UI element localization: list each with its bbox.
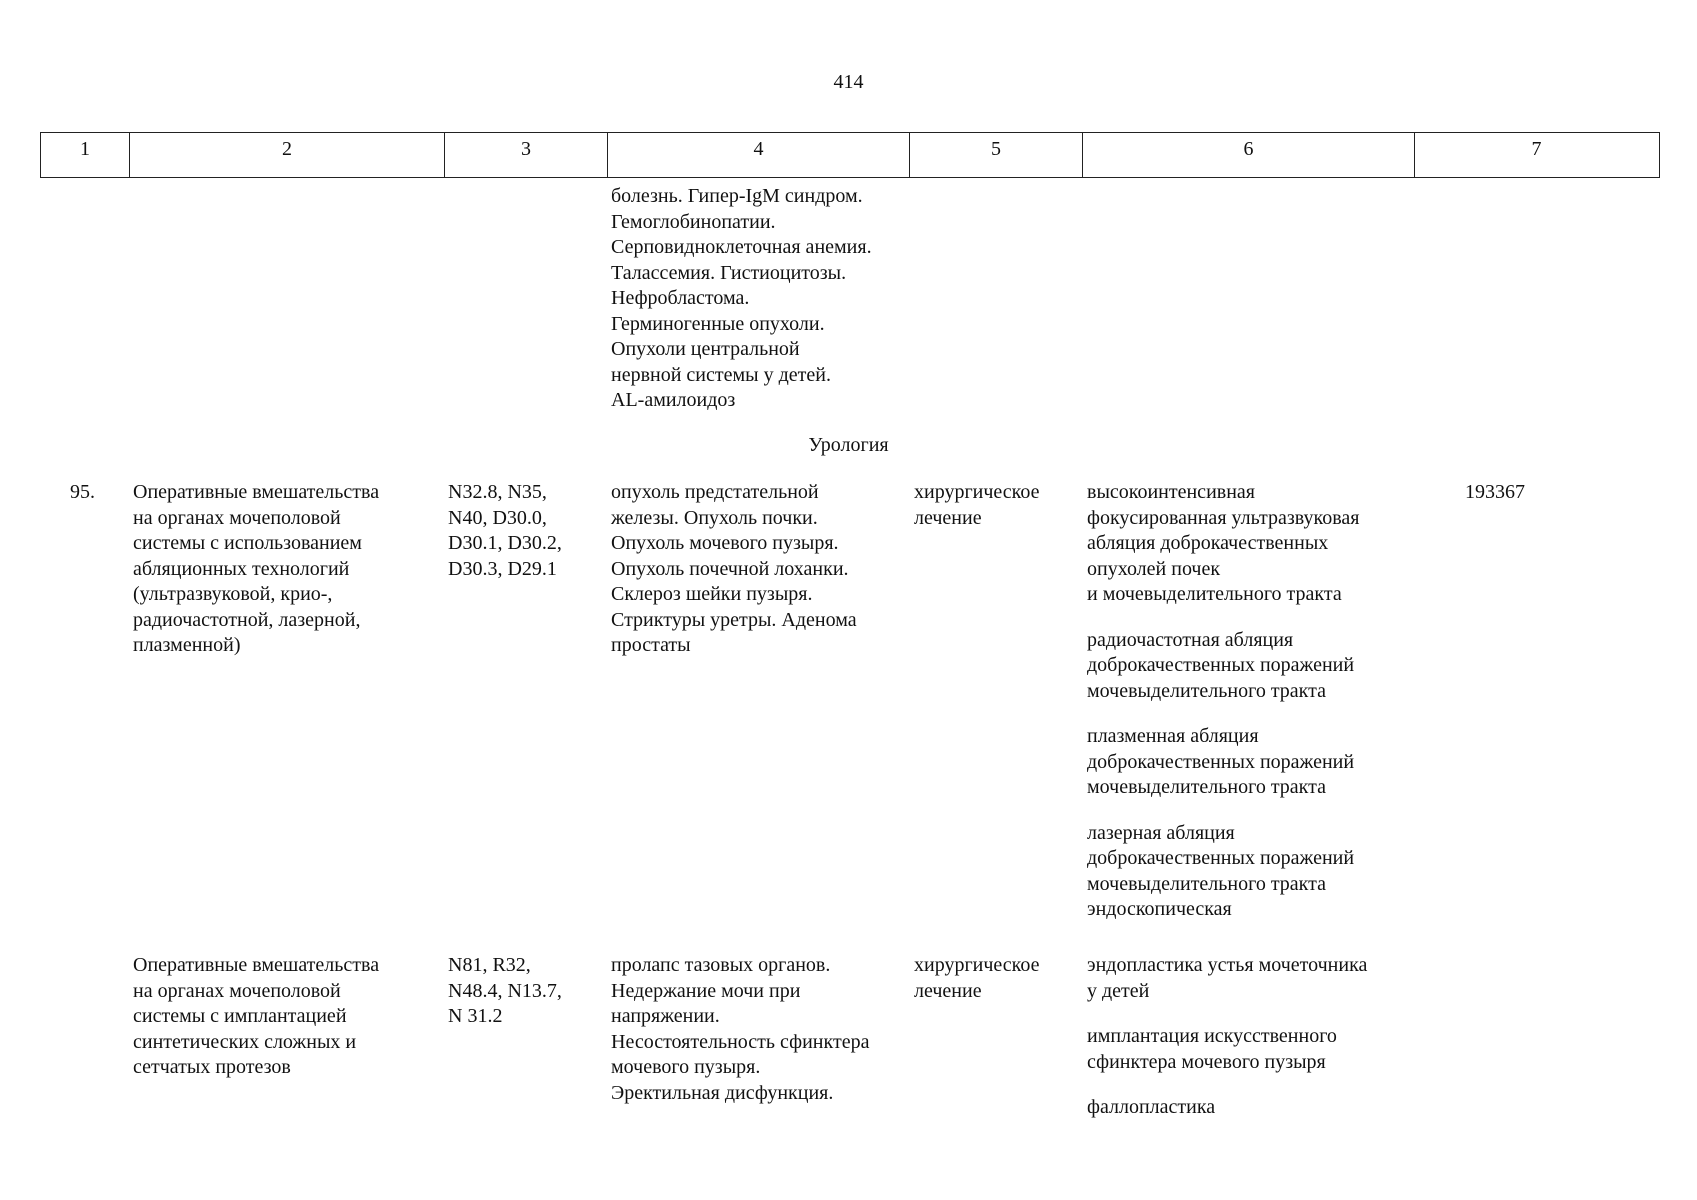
text-line: Нефробластома.	[611, 287, 750, 309]
text-line: абляционных технологий	[133, 557, 350, 580]
text-line: Герминогенные опухоли.	[611, 312, 825, 335]
continuation-diagnosis-cell	[611, 184, 872, 414]
text-line: сфинктера мочевого пузыря	[1087, 1050, 1326, 1073]
text-line: мочевыделительного тракта	[1087, 776, 1326, 798]
method-paragraph	[1087, 724, 1359, 801]
text-line: фаллопластика	[1087, 1096, 1216, 1118]
cost-cell: 193367	[1465, 481, 1525, 503]
text-line: лечение	[914, 506, 982, 529]
text-line: плазменной)	[133, 634, 241, 656]
text-line: Серповидноклеточная анемия.	[611, 236, 872, 258]
text-line: синтетических сложных и	[133, 1030, 357, 1053]
text-line: мочевыделительного тракта	[1087, 872, 1326, 895]
text-line: AL-амилоидоз	[611, 389, 736, 411]
method-paragraph	[1087, 628, 1359, 705]
text-line: мочевыделительного тракта	[1087, 679, 1326, 702]
text-line: D30.1, D30.2,	[448, 532, 562, 554]
text-line: мочевого пузыря.	[611, 1056, 761, 1078]
row-number: 95.	[70, 481, 95, 503]
text-line: N40, D30.0,	[448, 506, 547, 529]
treatment-methods-cell	[1087, 480, 1359, 923]
text-line: абляция доброкачественных	[1087, 532, 1329, 554]
text-line: хирургическое	[914, 481, 1040, 503]
text-line: N 31.2	[448, 1005, 503, 1027]
text-line: Стриктуры уретры. Аденома	[611, 608, 857, 631]
text-line: Оперативные вмешательства	[133, 954, 380, 976]
text-line: Склероз шейки пузыря.	[611, 583, 813, 605]
text-line: лечение	[914, 979, 982, 1002]
header-cell-4: 4	[607, 133, 909, 177]
text-line: D30.3, D29.1	[448, 557, 557, 580]
text-line: опухоль предстательной	[611, 481, 819, 503]
text-line: Опухоль мочевого пузыря.	[611, 532, 839, 554]
text-line: высокоинтенсивная	[1087, 481, 1255, 503]
text-line: системы с использованием	[133, 532, 362, 554]
text-line: доброкачественных поражений	[1087, 750, 1355, 773]
header-cell-5: 5	[909, 133, 1082, 177]
text-line: эндопластика устья мочеточника	[1087, 954, 1368, 976]
text-line: Эректильная дисфункция.	[611, 1081, 834, 1104]
text-line: Гемоглобинопатии.	[611, 210, 776, 233]
text-line: пролапс тазовых органов.	[611, 954, 831, 976]
text-line: Недержание мочи при	[611, 979, 801, 1002]
text-line: хирургическое	[914, 954, 1040, 976]
method-paragraph	[1087, 821, 1359, 923]
text-line: и мочевыделительного тракта	[1087, 583, 1342, 605]
patient-model-cell	[611, 953, 869, 1106]
text-line: плазменная абляция	[1087, 725, 1259, 747]
text-line: Несостоятельность сфинктера	[611, 1030, 870, 1053]
section-title: Урология	[808, 434, 889, 456]
header-cell-6: 6	[1082, 133, 1414, 177]
intervention-name-cell	[133, 953, 379, 1081]
text-line: опухолей почек	[1087, 557, 1221, 580]
text-line: доброкачественных поражений	[1087, 847, 1355, 869]
header-cell-2: 2	[129, 133, 444, 177]
text-line: Опухоли центральной	[611, 338, 800, 360]
header-cell-3: 3	[444, 133, 607, 177]
header-cell-1: 1	[80, 138, 90, 160]
text-line: на органах мочеполовой	[133, 506, 341, 529]
text-line: системы с имплантацией	[133, 1005, 347, 1027]
text-line: доброкачественных поражений	[1087, 654, 1355, 676]
text-line: N81, R32,	[448, 954, 531, 976]
page-number: 414	[833, 71, 864, 93]
icd-codes-cell	[448, 953, 562, 1030]
header-cell-7: 7	[1414, 133, 1658, 177]
text-line: радиочастотной, лазерной,	[133, 608, 361, 631]
icd-codes-cell	[448, 480, 562, 582]
text-line: нервной системы у детей.	[611, 363, 831, 386]
treatment-type-cell	[914, 953, 1039, 1004]
method-paragraph	[1087, 953, 1367, 1004]
treatment-type-cell	[914, 480, 1039, 531]
patient-model-cell	[611, 480, 857, 659]
text-line: эндоскопическая	[1087, 898, 1232, 920]
text-line: простаты	[611, 634, 691, 656]
text-line: сетчатых протезов	[133, 1056, 291, 1078]
method-paragraph	[1087, 480, 1359, 608]
text-line: фокусированная ультразвуковая	[1087, 506, 1360, 529]
text-line: у детей	[1087, 979, 1150, 1002]
table-header-row	[40, 132, 1660, 178]
text-line: железы. Опухоль почки.	[611, 506, 818, 529]
method-paragraph	[1087, 1095, 1367, 1121]
text-line: N32.8, N35,	[448, 481, 547, 503]
intervention-name-cell	[133, 480, 379, 659]
text-line: радиочастотная абляция	[1087, 628, 1294, 651]
text-line: (ультразвуковой, крио-,	[133, 583, 333, 605]
text-line: Опухоль почечной лоханки.	[611, 557, 849, 580]
text-line: болезнь. Гипер-IgM синдром.	[611, 185, 863, 207]
text-line: лазерная абляция	[1087, 821, 1235, 844]
text-line: Оперативные вмешательства	[133, 481, 380, 503]
text-line: на органах мочеполовой	[133, 979, 341, 1002]
text-line: напряжении.	[611, 1005, 720, 1027]
method-paragraph	[1087, 1024, 1367, 1075]
text-line: имплантация искусственного	[1087, 1025, 1337, 1047]
text-line: Талассемия. Гистиоцитозы.	[611, 261, 847, 284]
text-line: N48.4, N13.7,	[448, 979, 562, 1002]
treatment-methods-cell	[1087, 953, 1367, 1121]
